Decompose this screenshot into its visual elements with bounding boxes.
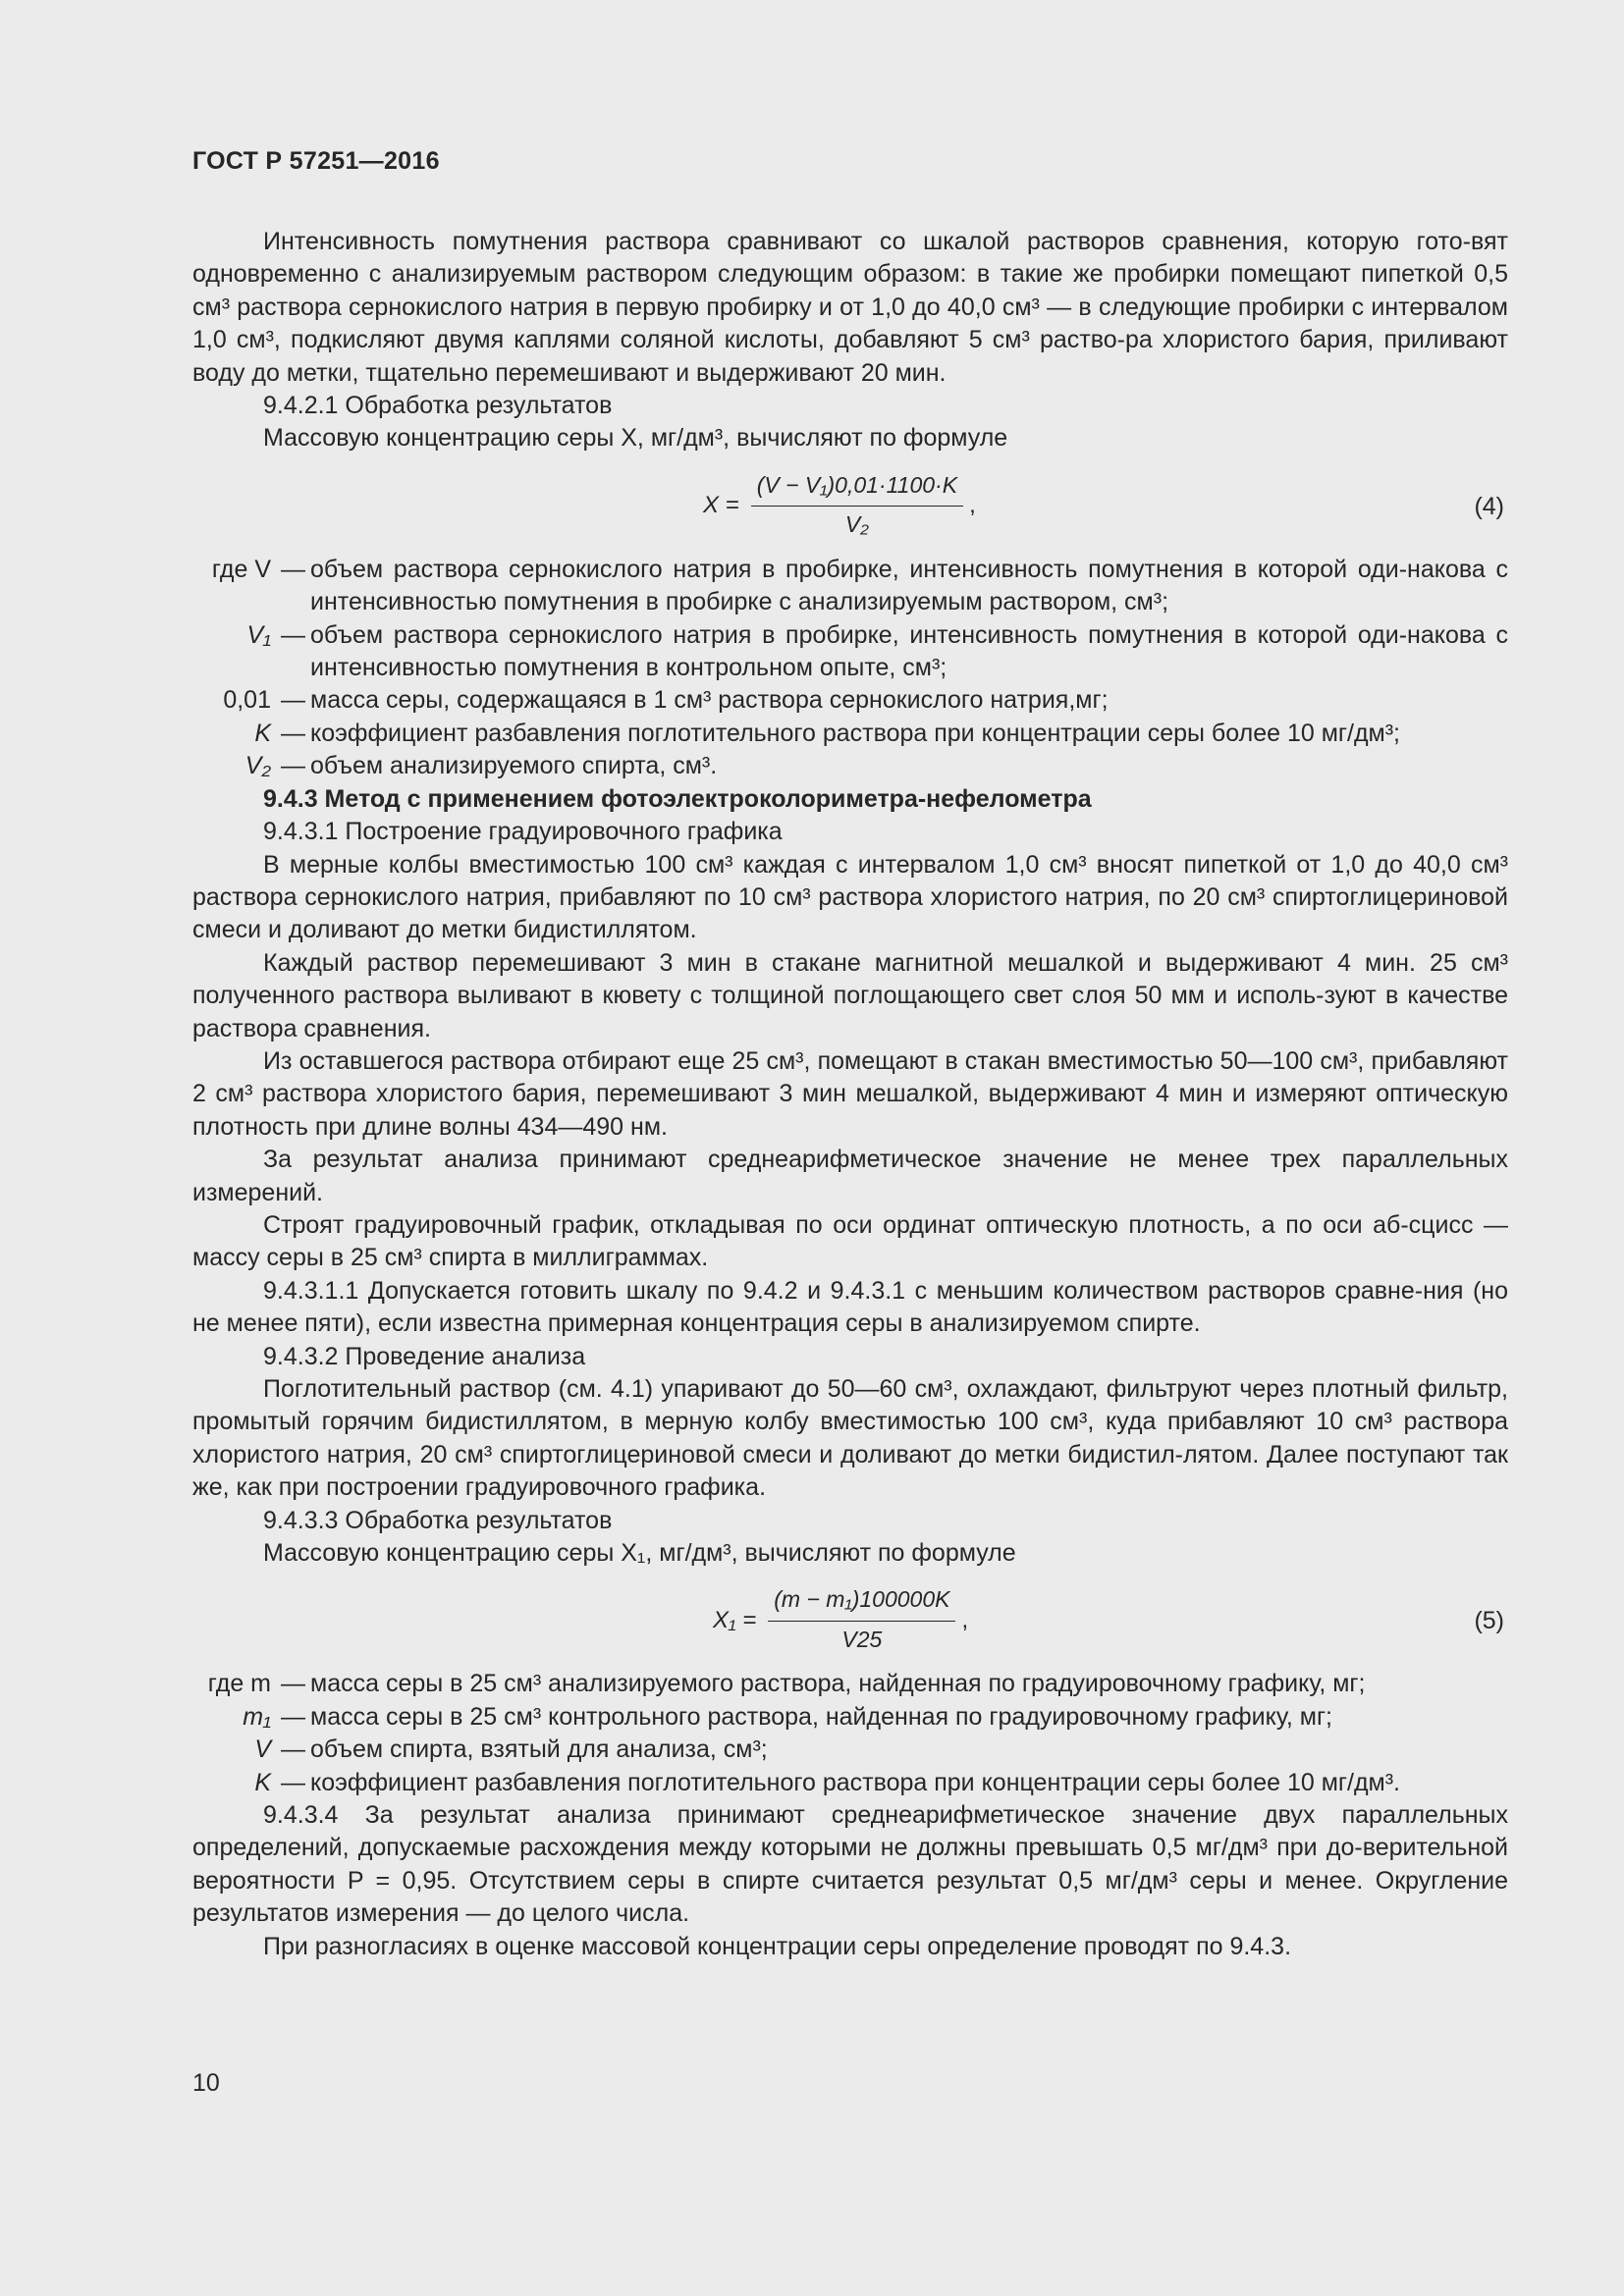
- formula-4-number: (4): [1474, 492, 1504, 520]
- formula-5-lhs: X₁ =: [713, 1606, 757, 1633]
- where-item: [192, 619, 1508, 685]
- paragraph-9-4-3-4: 9.4.3.4 За результат анализа принимают среднеарифметическое значение двух параллельных определений, допускаемые расхождения между которыми не должны превышать 0,5 мг/дм³ при до-верительной вероятности P = 0,95. Отсутствием серы в спирте считается результат 0,5 мг/дм³ серы и менее. Округление результатов измерения — до целого числа.: [192, 1801, 1508, 1928]
- where-list-5: [192, 1668, 1508, 1799]
- formula-5-numerator: (m − m₁)100000K: [768, 1583, 955, 1621]
- formula-4-comma: ,: [969, 492, 976, 519]
- paragraph-9-4-3-1-a: В мерные колбы вместимостью 100 см³ каждая с интервалом 1,0 см³ вносят пипеткой от 1,0 до 40,0 см³ раствора сернокислого натрия, прибавляют по 10 см³ раствора хлористого натрия, по 20 см³ спиртоглицериновой смеси и доливают до метки бидистиллятом.: [192, 850, 1508, 944]
- where-symbol: 0,01: [223, 686, 271, 715]
- paragraph-9-4-3-1-c: Из оставшегося раствора отбирают еще 25 см³, помещают в стакан вместимостью 50—100 см³, прибавляют 2 см³ раствора хлористого бария, перемешивают 3 мин мешалкой, выдерживают 4 мин и измеряют оптическую плотность при длине волны 434—490 нм.: [192, 1046, 1508, 1141]
- where-text: масса серы в 25 см³ контрольного раствора, найденная по градуировочному графику, мг;: [310, 1702, 1333, 1731]
- section-heading-9-4-3-3: 9.4.3.3 Обработка результатов: [263, 1506, 613, 1534]
- where-dash: —: [281, 686, 305, 715]
- formula-5-comma: ,: [961, 1606, 969, 1633]
- where-text: масса серы в 25 см³ анализируемого раствора, найденная по градуировочному графику, мг;: [310, 1670, 1366, 1698]
- section-heading-9-4-3-2: 9.4.3.2 Проведение анализа: [263, 1342, 586, 1370]
- where-list-4: [192, 554, 1508, 783]
- where-symbol: V: [254, 1735, 271, 1764]
- where-symbol: K: [254, 719, 271, 747]
- where-text: объем анализируемого спирта, см³.: [310, 752, 718, 780]
- where-symbol: где V: [211, 555, 271, 583]
- section-heading-9-4-3-1: 9.4.3.1 Построение градуировочного графика: [263, 818, 783, 846]
- where-symbol: m₁: [243, 1702, 271, 1731]
- page-number: 10: [192, 2069, 220, 2097]
- where-item: [192, 1701, 1508, 1734]
- where-dash: —: [281, 1768, 305, 1796]
- paragraph-reference-scale: Интенсивность помутнения раствора сравнивают со шкалой растворов сравнения, которую гото-вят одновременно с анализируемым раствором следующим образом: в такие же пробирки помещают пипеткой 0,5 см³ раствора сернокислого натрия в первую пробирку и от 1,0 до 40,0 см³ — в следующие пробирки с интервалом 1,0 см³, подкисляют двумя каплями соляной кислоты, добавляют 5 см³ раство-ра хлористого бария, приливают воду до метки, тщательно перемешивают и выдерживают 20 мин.: [192, 228, 1508, 387]
- formula-4: [192, 455, 1508, 554]
- where-item: [192, 1668, 1508, 1700]
- formula-intro-4: Массовую концентрацию серы X, мг/дм³, вычисляют по формуле: [263, 424, 1008, 453]
- paragraph-9-4-3-1-b: Каждый раствор перемешивают 3 мин в стакане магнитной мешалкой и выдерживают 4 мин. 25 см³ полученного раствора выливают в кювету с толщиной поглощающего свет слоя 50 мм и исполь-зуют в качестве раствора сравнения.: [192, 948, 1508, 1042]
- where-symbol: V₂: [244, 752, 271, 780]
- formula-5-fraction: [768, 1583, 955, 1656]
- formula-5: [192, 1570, 1508, 1668]
- where-symbol: где m: [207, 1670, 271, 1698]
- formula-intro-5: Массовую концентрацию серы X₁, мг/дм³, вычисляют по формуле: [263, 1539, 1016, 1568]
- paragraph-9-4-3-1-1: 9.4.3.1.1 Допускается готовить шкалу по 9.4.2 и 9.4.3.1 с меньшим количеством растворов сравне-ния (но не менее пяти), если известна примерная концентрация серы в анализируемом спирте.: [192, 1276, 1508, 1338]
- formula-4-lhs: X =: [703, 492, 739, 519]
- document-body: [192, 226, 1508, 1963]
- section-heading-9-4-3: 9.4.3 Метод с применением фотоэлектроколориметра-нефелометра: [263, 784, 1092, 813]
- document-header: ГОСТ Р 57251—2016: [192, 147, 440, 175]
- where-dash: —: [281, 620, 305, 649]
- where-item: [192, 684, 1508, 717]
- where-item: [192, 554, 1508, 619]
- where-text: масса серы, содержащаяся в 1 см³ раствора сернокислого натрия,мг;: [310, 686, 1109, 715]
- where-dash: —: [281, 1702, 305, 1731]
- where-dash: —: [281, 719, 305, 747]
- where-text: коэффициент разбавления поглотительного раствора при концентрации серы более 10 мг/дм³.: [310, 1768, 1400, 1796]
- paragraph-9-4-3-1-e: Строят градуировочный график, откладывая по оси ординат оптическую плотность, а по оси аб-сцисс — массу серы в 25 см³ спирта в миллиграммах.: [192, 1210, 1508, 1272]
- where-dash: —: [281, 555, 305, 583]
- formula-4-numerator: (V − V₁)0,01·1100·K: [751, 469, 963, 507]
- paragraph-disagreement: При разногласиях в оценке массовой концентрации серы определение проводят по 9.4.3.: [263, 1932, 1292, 1960]
- where-text: объем раствора сернокислого натрия в пробирке, интенсивность помутнения в которой оди-накова с интенсивностью помутнения в пробирке с анализируемым раствором, см³;: [310, 555, 1508, 616]
- formula-4-denominator: V₂: [844, 511, 869, 538]
- paragraph-9-4-3-2: Поглотительный раствор (см. 4.1) упаривают до 50—60 см³, охлаждают, фильтруют через плотный фильтр, промытый горячим бидистиллятом, в мерную колбу вместимостью 100 см³, куда прибавляют 10 см³ раствора хлористого натрия, 20 см³ спиртоглицериновой смеси и доливают до метки бидистил-лятом. Далее поступают так же, как при построении градуировочного графика.: [192, 1375, 1508, 1502]
- where-symbol: V₁: [246, 620, 271, 649]
- section-heading-9-4-2-1: 9.4.2.1 Обработка результатов: [263, 392, 613, 420]
- paragraph-9-4-3-1-d: За результат анализа принимают среднеарифметическое значение не менее трех параллельных измерений.: [192, 1146, 1508, 1206]
- where-text: объем спирта, взятый для анализа, см³;: [310, 1735, 768, 1764]
- where-dash: —: [281, 752, 305, 780]
- where-item: [192, 718, 1508, 750]
- where-dash: —: [281, 1670, 305, 1698]
- where-item: [192, 1767, 1508, 1799]
- where-symbol: K: [254, 1768, 271, 1796]
- where-dash: —: [281, 1735, 305, 1764]
- where-item: [192, 1734, 1508, 1766]
- where-item: [192, 750, 1508, 782]
- formula-5-denominator: V25: [841, 1626, 883, 1652]
- formula-5-number: (5): [1474, 1607, 1504, 1635]
- formula-4-fraction: [751, 469, 963, 542]
- where-text: объем раствора сернокислого натрия в пробирке, интенсивность помутнения в которой оди-накова с интенсивностью помутнения в контрольном опыте, см³;: [310, 620, 1508, 682]
- where-text: коэффициент разбавления поглотительного раствора при концентрации серы более 10 мг/дм³;: [310, 719, 1400, 747]
